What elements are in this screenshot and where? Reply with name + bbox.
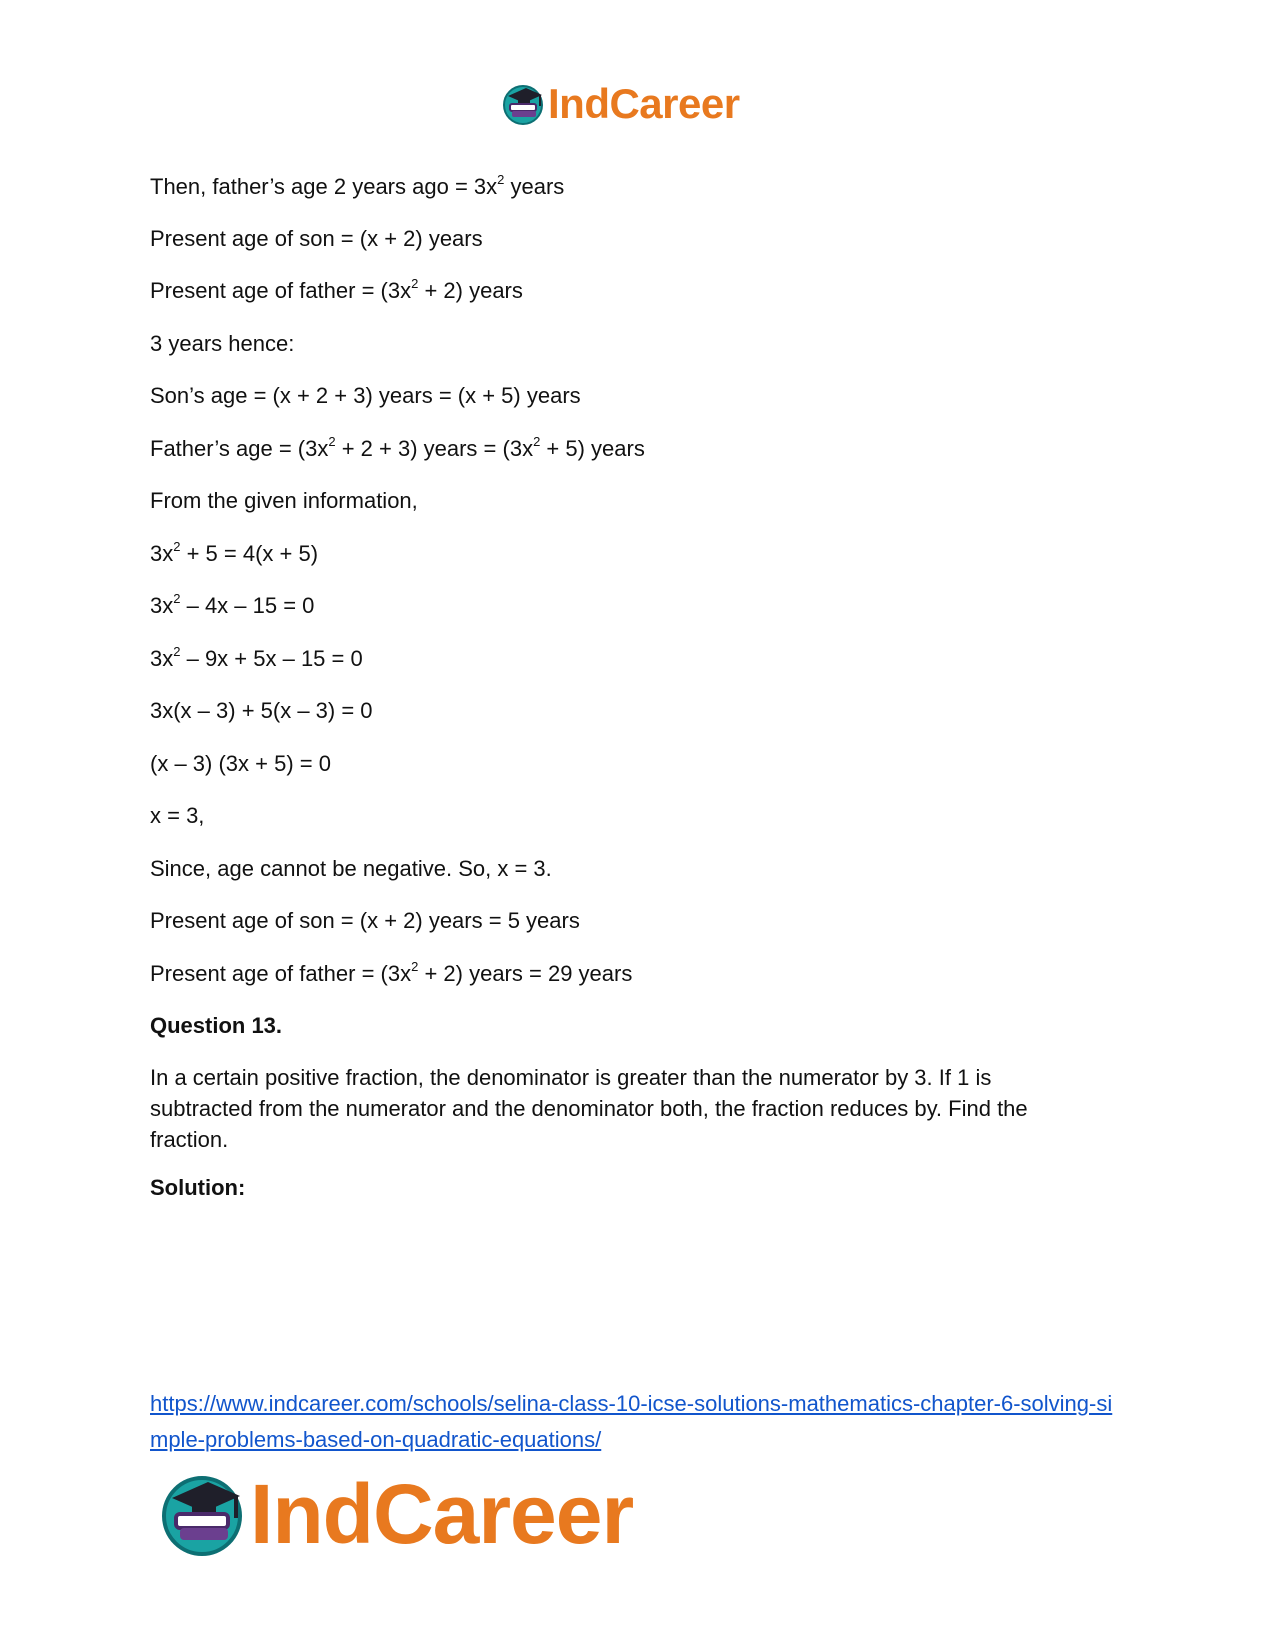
equation-line: 3x(x – 3) + 5(x – 3) = 0: [150, 698, 373, 723]
text-line: Son’s age = (x + 2 + 3) years = (x + 5) years: [150, 383, 581, 408]
text-line: Father’s age = $(3x^2 + 2 + 3)$ years = $(3x^2 + 5)$ years: [150, 433, 645, 461]
text-line: Present age of son = (x + 2) years: [150, 226, 483, 251]
graduation-cap-books-globe-icon: [502, 82, 546, 126]
equation-line: $3x^2 + 5 = 4(x + 5)$: [150, 538, 319, 566]
footer-logo: [160, 1466, 633, 1562]
text-line: Present age of father = $(3x^2 + 2)$ years: [150, 275, 523, 303]
text-line: 3 years hence:: [150, 331, 295, 356]
equation-line: $3x^2 - 4x - 15 = 0$: [150, 590, 315, 618]
footer-logo-text: IndCareer: [250, 1466, 634, 1561]
solution-label: Solution:: [150, 1175, 246, 1200]
header-logo-text: IndCareer: [548, 80, 740, 127]
question-text: In a certain positive fraction, the denominator is greater than the numerator by 3. If 1 is subtracted from the numerator and the denominator both, the fraction reduces by. Find the fraction.: [150, 1065, 1028, 1152]
equation-line: (x – 3) (3x + 5) = 0: [150, 751, 331, 776]
equation-line: x = 3,: [150, 803, 205, 828]
text-line: Then, father’s age 2 years ago = $3x^2$ years: [150, 171, 565, 199]
text-line: From the given information,: [150, 488, 418, 513]
question-heading: Question 13.: [150, 1013, 283, 1038]
header-logo: [502, 78, 740, 130]
source-link[interactable]: https://www.indcareer.com/schools/selina-class-10-icse-solutions-mathematics-chapter-6-solving-simple-problems-based-on-quadratic-equations/: [150, 1391, 1113, 1452]
equation-line: $3x^2 - 9x + 5x - 15 = 0$: [150, 643, 363, 671]
text-line: Present age of son = (x + 2) years = 5 years: [150, 908, 580, 933]
text-line: Present age of father = $(3x^2 + 2)$ years = 29 years: [150, 958, 633, 986]
text-line: Since, age cannot be negative. So, x = 3.: [150, 856, 552, 881]
graduation-cap-books-globe-icon: [160, 1470, 248, 1558]
